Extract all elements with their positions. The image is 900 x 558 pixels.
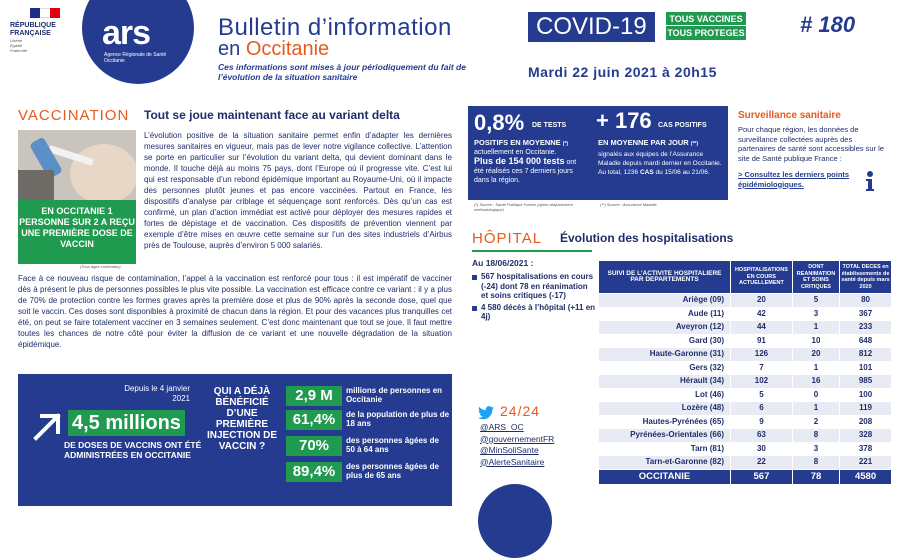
- table-row: Hérault (34) 102 16 985: [599, 375, 892, 389]
- positive-tests-label: POSITIFS EN MOYENNE (*): [474, 138, 569, 147]
- bulletin-number: # 180: [800, 12, 856, 37]
- twitter-link[interactable]: @gouvernementFR: [480, 433, 555, 444]
- table-row: Tarn-et-Garonne (82) 22 8 221: [599, 456, 892, 470]
- twitter-heading: 24/24: [500, 403, 541, 419]
- hopital-divider: [472, 250, 592, 252]
- col-header-hospitalisations: HOSPITALISATIONS EN COURS ACTUELLEMENT: [731, 261, 793, 294]
- positive-cases-label: EN MOYENNE PAR JOUR (**): [598, 138, 699, 147]
- positive-tests-desc: actuellement en Occitanie. Plus de 154 000 tests ont été réalisés ces 7 derniers jours dans la région.: [474, 149, 577, 184]
- vaccination-heading: VACCINATION: [18, 107, 130, 124]
- hospital-table: [598, 260, 892, 485]
- vaccine-since: Depuis le 4 janvier 2021: [124, 384, 190, 403]
- republique-text: RÉPUBLIQUE FRANÇAISE: [10, 22, 56, 37]
- chevron-right-icon: >: [738, 170, 745, 179]
- stat-value: 2,9 M: [286, 386, 342, 406]
- twitter-link[interactable]: @MinSoliSante: [480, 445, 539, 455]
- twitter-link[interactable]: @AlerteSanitaire: [480, 456, 545, 467]
- decorative-circle: [478, 484, 552, 558]
- stat-label: des personnes âgées de plus de 65 ans: [346, 462, 439, 480]
- col-header-deces: TOTAL DECES en établissements de santé depuis mars 2020: [840, 261, 892, 294]
- surveillance-heading: Surveillance sanitaire: [738, 110, 841, 121]
- epidemiological-points-link[interactable]: > Consultez les derniers points épidémiologiques.: [738, 170, 850, 189]
- info-icon: [860, 170, 880, 192]
- first-injection-question: QUI A DÉJÀ BÉNÉFICIÉ D’UNE PREMIÈRE INJECTION DE VACCIN ?: [206, 386, 277, 452]
- tous-vaccines-badge: TOUS VACCINES: [666, 12, 746, 26]
- table-total-row: OCCITANIE 567 78 4580: [599, 469, 892, 484]
- arrow-up-right-icon: [30, 408, 66, 444]
- table-row: Hautes-Pyrénées (65) 9 2 208: [599, 415, 892, 429]
- cases-source: (**) Source : Assurance Maladie: [600, 202, 657, 207]
- hospital-table-grid: [598, 260, 892, 485]
- update-note: Ces informations sont mises à jour périodiquement du fait de l’évolution de la situation sanitaire: [218, 62, 466, 82]
- stat-value: 70%: [286, 436, 342, 456]
- hopital-date: Au 18/06/2021 :: [472, 258, 534, 268]
- stat-label: millions de personnes en Occitanie: [346, 386, 443, 404]
- vaccination-paragraph-2: Face à ce nouveau risque de contamination, l’appel à la vaccination est renforcé pour tous : il est impératif de vacciner dès à présent le plus de personnes possibles le plus vite possible. La vaccination est efficace contre ce variant : il y a plus de 70% de protection contre les formes graves après la première dose et plus de 90% après la seconde dose, quel que soit le vaccin. Ces doses sont disponibles à proximité de chacun dans la région. Et pour des vacances plus tranquilles cet été, on peut se faire totalement vacciner en 3 semaines seulement. C’est donc maintenant que tout se joue. Il faut mettre toutes les chances de notre côté pour éviter la diffusion de ce variant et une nouvelle dégradation de la situation épidémique.: [18, 274, 452, 349]
- table-row: Ariège (09) 20 5 80: [599, 294, 892, 308]
- bulletin-title: Bulletin d’information: [218, 14, 452, 41]
- positive-tests-unit: DE TESTS: [532, 122, 567, 129]
- table-row: Tarn (81) 30 3 378: [599, 442, 892, 456]
- stat-value: 89,4%: [286, 462, 342, 482]
- stat-value: 61,4%: [286, 410, 342, 430]
- table-row: Haute-Garonne (31) 126 20 812: [599, 348, 892, 362]
- vaccination-photo: [18, 130, 136, 200]
- table-row: Gers (32) 7 1 101: [599, 361, 892, 375]
- hopital-heading: HÔPITAL: [472, 230, 543, 247]
- positive-cases-value: + 176: [596, 108, 652, 133]
- first-dose-note: (Tous âges confondus): [80, 264, 121, 269]
- table-header-row: [599, 261, 892, 294]
- stat-label: de la population de plus de 18 ans: [346, 410, 450, 428]
- ars-logo-subtitle: Agence Régionale de Santé Occitanie: [104, 52, 167, 64]
- republique-francaise-logo: [10, 8, 80, 72]
- list-item: 4 580 décès à l’hôpital (+11 en 4j): [472, 303, 596, 322]
- french-flag-icon: [30, 8, 60, 18]
- hopital-subtitle: Évolution des hospitalisations: [560, 231, 734, 245]
- twitter-bird-icon: [478, 406, 494, 420]
- first-dose-badge: EN OCCITANIE 1 PERSONNE SUR 2 A REÇU UNE PREMIÈRE DOSE DE VACCIN: [18, 200, 136, 264]
- positive-tests-value: 0,8%: [474, 110, 525, 135]
- tests-source: (*) Source : Santé Publique France (après réajustement méthodologique): [474, 202, 573, 212]
- hopital-list: [472, 272, 596, 324]
- twitter-link[interactable]: @ARS_OC: [480, 422, 524, 432]
- total-doses-label: DE DOSES DE VACCINS ONT ÉTÉ ADMINISTRÉES EN OCCITANIE: [64, 440, 202, 460]
- table-row: Aude (11) 42 3 367: [599, 307, 892, 321]
- table-row: Gard (30) 91 10 648: [599, 334, 892, 348]
- table-row: Pyrénées-Orientales (66) 63 8 328: [599, 429, 892, 443]
- vaccination-illustration-icon: [18, 130, 136, 200]
- stat-label: des personnes âgées de 50 à 64 ans: [346, 436, 439, 454]
- republique-motto: Liberté Égalité Fraternité: [10, 38, 28, 53]
- total-doses-value: 4,5 millions: [68, 410, 185, 436]
- vaccination-paragraph-1: L’évolution positive de la situation sanitaire permet enfin d’adapter les dernières mesures sanitaires en vigueur, mais pas de lever notre vigilance collective. L’attention se porte en particulier sur l’évolution du variant delta, qui devient dominant dans le monde. Il touche déjà au moins 75 pays, dont l’Europe où il progresse vite. C’est lui qui est responsable d’un rebond épidémique important au Royaume-Uni, où il impacte des personnes plutôt jeunes et pas encore vaccinées. Partout en France, les dispositifs d’analyse par criblage et séquençage sont renforcés. Dès qu’un cas est confirmé, un plan d’action immédiat est activé pour déployer des mesures rapides et fortes de dépistage et de vaccination. Ces dispositifs de prévention viennent par exemple d’être mises en œuvre cette semaine sur l’un des sites industriels d’Airbus près de Toulouse, auprès d’environ 5 000 salariés.: [144, 131, 452, 250]
- tous-proteges-badge: TOUS PROTEGES: [666, 25, 746, 40]
- bulletin-region: en Occitanie: [218, 38, 330, 60]
- positive-cases-desc: signalés aux équipes de l’Assurance Maladie depuis mardi dernier en Occitanie. Au total, 1236 CAS du 15/06 au 21/06.: [598, 151, 722, 176]
- ars-logo-text: ars: [102, 14, 151, 52]
- twitter-accounts: [480, 422, 554, 468]
- bulletin-date: Mardi 22 juin 2021 à 20h15: [528, 64, 717, 80]
- positive-cases-unit: CAS POSITIFS: [658, 122, 707, 129]
- table-row: Aveyron (12) 44 1 233: [599, 321, 892, 335]
- table-row: Lozère (48) 6 1 119: [599, 402, 892, 416]
- surveillance-text: Pour chaque région, les données de surveillance collectées auprès des partenaires de santé sont accessibles sur le site de Santé publique France :: [738, 125, 884, 163]
- list-item: 567 hospitalisations en cours (-24) dont 78 en réanimation et soins critiques (-17): [472, 272, 596, 301]
- vaccination-subtitle: Tout se joue maintenant face au variant delta: [144, 108, 400, 122]
- covid-label: COVID-19: [528, 12, 655, 42]
- table-row: Lot (46) 5 0 100: [599, 388, 892, 402]
- col-header-departement: SUIVI DE L’ACTIVITE HOSPITALIERE PAR DEPARTEMENTS: [599, 261, 731, 294]
- col-header-reanimation: DONT REANIMATION ET SOINS CRITIQUES: [792, 261, 839, 294]
